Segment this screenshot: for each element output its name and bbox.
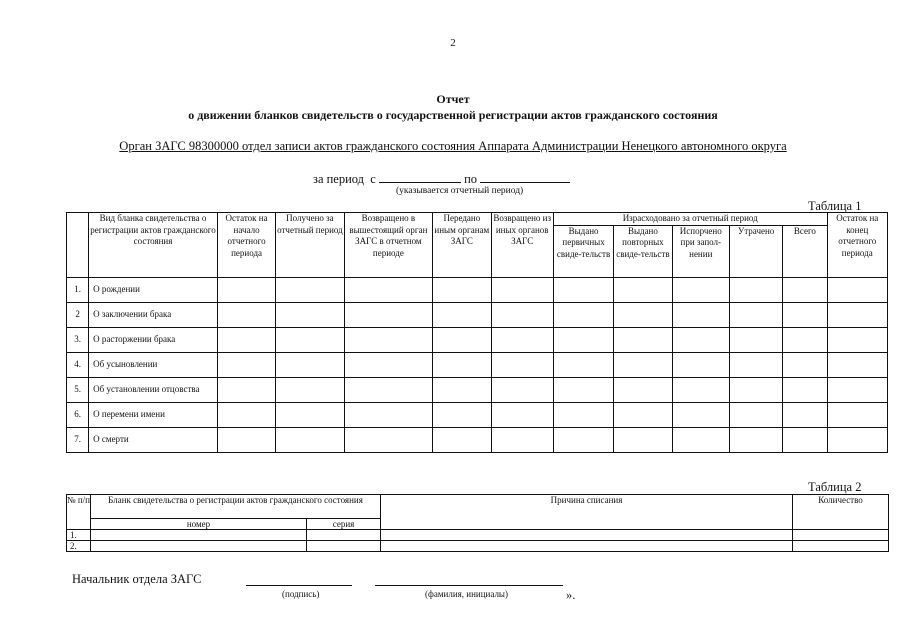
data-cell[interactable] xyxy=(217,352,275,377)
data-cell[interactable] xyxy=(827,402,887,427)
table-row xyxy=(67,427,888,452)
data-cell[interactable] xyxy=(614,377,672,402)
t2-header-reason: Причина списания xyxy=(381,495,793,530)
data-cell[interactable] xyxy=(344,302,433,327)
data-cell[interactable] xyxy=(217,402,275,427)
data-cell[interactable] xyxy=(381,541,793,552)
data-cell[interactable] xyxy=(344,402,433,427)
row-label: О смерти xyxy=(89,427,218,452)
data-cell[interactable] xyxy=(672,402,729,427)
report-subtitle: о движении бланков свидетельств о государственной регистрации актов гражданского состояния xyxy=(188,108,718,122)
data-cell[interactable] xyxy=(433,277,491,302)
header-total: Всего xyxy=(783,225,827,277)
row-label: О заключении брака xyxy=(89,302,218,327)
table-row xyxy=(67,402,888,427)
table1-body xyxy=(67,277,888,452)
data-cell[interactable] xyxy=(553,377,613,402)
data-cell[interactable] xyxy=(276,427,344,452)
data-cell[interactable] xyxy=(276,277,344,302)
data-cell[interactable] xyxy=(491,377,553,402)
writeoff-table xyxy=(66,494,889,552)
data-cell[interactable] xyxy=(614,302,672,327)
header-num-cell xyxy=(67,213,89,278)
table-row xyxy=(67,277,888,302)
data-cell[interactable] xyxy=(276,377,344,402)
name-field[interactable] xyxy=(375,575,563,586)
data-cell[interactable] xyxy=(344,377,433,402)
row-number: 6. xyxy=(67,402,89,427)
closing-quote: ». xyxy=(566,588,576,602)
data-cell[interactable] xyxy=(614,402,672,427)
signature-hint: (подпись) xyxy=(282,589,320,599)
data-cell[interactable] xyxy=(491,427,553,452)
signature-position: Начальник отдела ЗАГС xyxy=(72,572,202,586)
table-row xyxy=(67,327,888,352)
data-cell[interactable] xyxy=(433,302,491,327)
data-cell[interactable] xyxy=(276,402,344,427)
data-cell[interactable] xyxy=(433,377,491,402)
table-row xyxy=(67,302,888,327)
data-cell[interactable] xyxy=(433,402,491,427)
name-hint: (фамилия, инициалы) xyxy=(425,589,508,599)
organization-name: Орган ЗАГС 98300000 отдел записи актов гражданского состояния Аппарата Администрации Ненецкого автономного округа xyxy=(119,139,787,153)
data-cell[interactable] xyxy=(729,327,782,352)
data-cell[interactable] xyxy=(827,427,887,452)
data-cell[interactable] xyxy=(381,530,793,541)
data-cell[interactable] xyxy=(793,530,889,541)
row-number: 1. xyxy=(67,530,91,541)
row-number: 4. xyxy=(67,352,89,377)
data-cell[interactable] xyxy=(491,327,553,352)
row-label: О перемени имени xyxy=(89,402,218,427)
row-number: 7. xyxy=(67,427,89,452)
data-cell[interactable] xyxy=(783,377,827,402)
data-cell[interactable] xyxy=(344,352,433,377)
data-cell[interactable] xyxy=(827,352,887,377)
row-number: 3. xyxy=(67,327,89,352)
data-cell[interactable] xyxy=(672,302,729,327)
row-number: 1. xyxy=(67,277,89,302)
data-cell[interactable] xyxy=(307,541,381,552)
data-cell[interactable] xyxy=(433,327,491,352)
t2-header-blank: Бланк свидетельства о регистрации актов гражданского состояния xyxy=(91,495,381,519)
data-cell[interactable] xyxy=(553,327,613,352)
row-number: 2 xyxy=(67,302,89,327)
data-cell[interactable] xyxy=(91,541,307,552)
period-hint: (указывается отчетный период) xyxy=(396,186,524,196)
data-cell[interactable] xyxy=(491,352,553,377)
data-cell[interactable] xyxy=(491,302,553,327)
data-cell[interactable] xyxy=(729,427,782,452)
table1-label: Таблица 1 xyxy=(808,199,862,213)
t2-header-quantity: Количество xyxy=(793,495,889,530)
data-cell[interactable] xyxy=(729,402,782,427)
header-lost: Утрачено xyxy=(729,225,782,277)
data-cell[interactable] xyxy=(827,277,887,302)
data-cell[interactable] xyxy=(553,277,613,302)
period-line xyxy=(313,171,570,187)
data-cell[interactable] xyxy=(783,427,827,452)
data-cell[interactable] xyxy=(827,327,887,352)
data-cell[interactable] xyxy=(433,427,491,452)
data-cell[interactable] xyxy=(491,402,553,427)
t2-header-num: № п/п xyxy=(67,495,91,530)
t2-header-number: номер xyxy=(91,519,307,530)
period-to-field[interactable] xyxy=(480,171,570,183)
data-cell[interactable] xyxy=(553,302,613,327)
header-start-balance: Остаток на начало отчетного периода xyxy=(217,213,275,278)
t2-header-series: серия xyxy=(307,519,381,530)
data-cell[interactable] xyxy=(827,302,887,327)
period-label: за период xyxy=(313,172,365,186)
signature-field[interactable] xyxy=(246,575,352,586)
data-cell[interactable] xyxy=(729,377,782,402)
data-cell[interactable] xyxy=(344,427,433,452)
data-cell[interactable] xyxy=(614,427,672,452)
data-cell[interactable] xyxy=(672,427,729,452)
data-cell[interactable] xyxy=(783,352,827,377)
data-cell[interactable] xyxy=(827,377,887,402)
data-cell[interactable] xyxy=(307,530,381,541)
table-row xyxy=(67,541,889,552)
period-from-label: с xyxy=(370,172,376,186)
data-cell[interactable] xyxy=(91,530,307,541)
data-cell[interactable] xyxy=(553,352,613,377)
data-cell[interactable] xyxy=(553,427,613,452)
header-kind: Вид бланка свидетельства о регистрации актов гражданского состояния xyxy=(89,213,218,278)
blanks-movement-table xyxy=(66,212,888,453)
data-cell[interactable] xyxy=(672,277,729,302)
data-cell[interactable] xyxy=(217,302,275,327)
data-cell[interactable] xyxy=(783,402,827,427)
data-cell[interactable] xyxy=(672,327,729,352)
data-cell[interactable] xyxy=(344,327,433,352)
data-cell[interactable] xyxy=(672,352,729,377)
period-to-label: по xyxy=(464,172,478,186)
data-cell[interactable] xyxy=(793,541,889,552)
header-issued-primary: Выдано первичных свиде-тельств xyxy=(553,225,613,277)
row-label: Об усыновлении xyxy=(89,352,218,377)
data-cell[interactable] xyxy=(783,277,827,302)
table-row xyxy=(67,530,889,541)
header-transferred: Передано иным органам ЗАГС xyxy=(433,213,491,278)
data-cell[interactable] xyxy=(614,352,672,377)
data-cell[interactable] xyxy=(614,327,672,352)
header-returned-from: Возвращено из иных органов ЗАГС xyxy=(491,213,553,278)
data-cell[interactable] xyxy=(491,277,553,302)
table-row xyxy=(67,377,888,402)
header-end-balance: Остаток на конец отчетного периода xyxy=(827,213,887,278)
report-title: Отчет xyxy=(436,92,470,106)
data-cell[interactable] xyxy=(217,327,275,352)
data-cell[interactable] xyxy=(672,377,729,402)
data-cell[interactable] xyxy=(433,352,491,377)
data-cell[interactable] xyxy=(729,277,782,302)
data-cell[interactable] xyxy=(729,302,782,327)
data-cell[interactable] xyxy=(553,402,613,427)
data-cell[interactable] xyxy=(783,327,827,352)
header-received: Получено за отчетный период xyxy=(276,213,344,278)
data-cell[interactable] xyxy=(729,352,782,377)
row-number: 5. xyxy=(67,377,89,402)
header-spoiled: Испорчено при запол-нении xyxy=(672,225,729,277)
data-cell[interactable] xyxy=(217,377,275,402)
table-row xyxy=(67,352,888,377)
row-label: Об установлении отцовства xyxy=(89,377,218,402)
row-label: О расторжении брака xyxy=(89,327,218,352)
header-spent-group: Израсходовано за отчетный период xyxy=(553,213,827,226)
table2-label: Таблица 2 xyxy=(808,480,862,494)
page-number: 2 xyxy=(450,37,456,49)
header-issued-repeat: Выдано повторных свиде-тельств xyxy=(614,225,672,277)
row-label: О рождении xyxy=(89,277,218,302)
data-cell[interactable] xyxy=(276,352,344,377)
period-from-field[interactable] xyxy=(379,171,461,183)
data-cell[interactable] xyxy=(783,302,827,327)
data-cell[interactable] xyxy=(217,427,275,452)
data-cell[interactable] xyxy=(276,327,344,352)
header-returned-higher: Возвращено в вышестоящий орган ЗАГС в отчетном периоде xyxy=(344,213,433,278)
data-cell[interactable] xyxy=(344,277,433,302)
table2-body xyxy=(67,530,889,552)
data-cell[interactable] xyxy=(217,277,275,302)
data-cell[interactable] xyxy=(614,277,672,302)
row-number: 2. xyxy=(67,541,91,552)
data-cell[interactable] xyxy=(276,302,344,327)
